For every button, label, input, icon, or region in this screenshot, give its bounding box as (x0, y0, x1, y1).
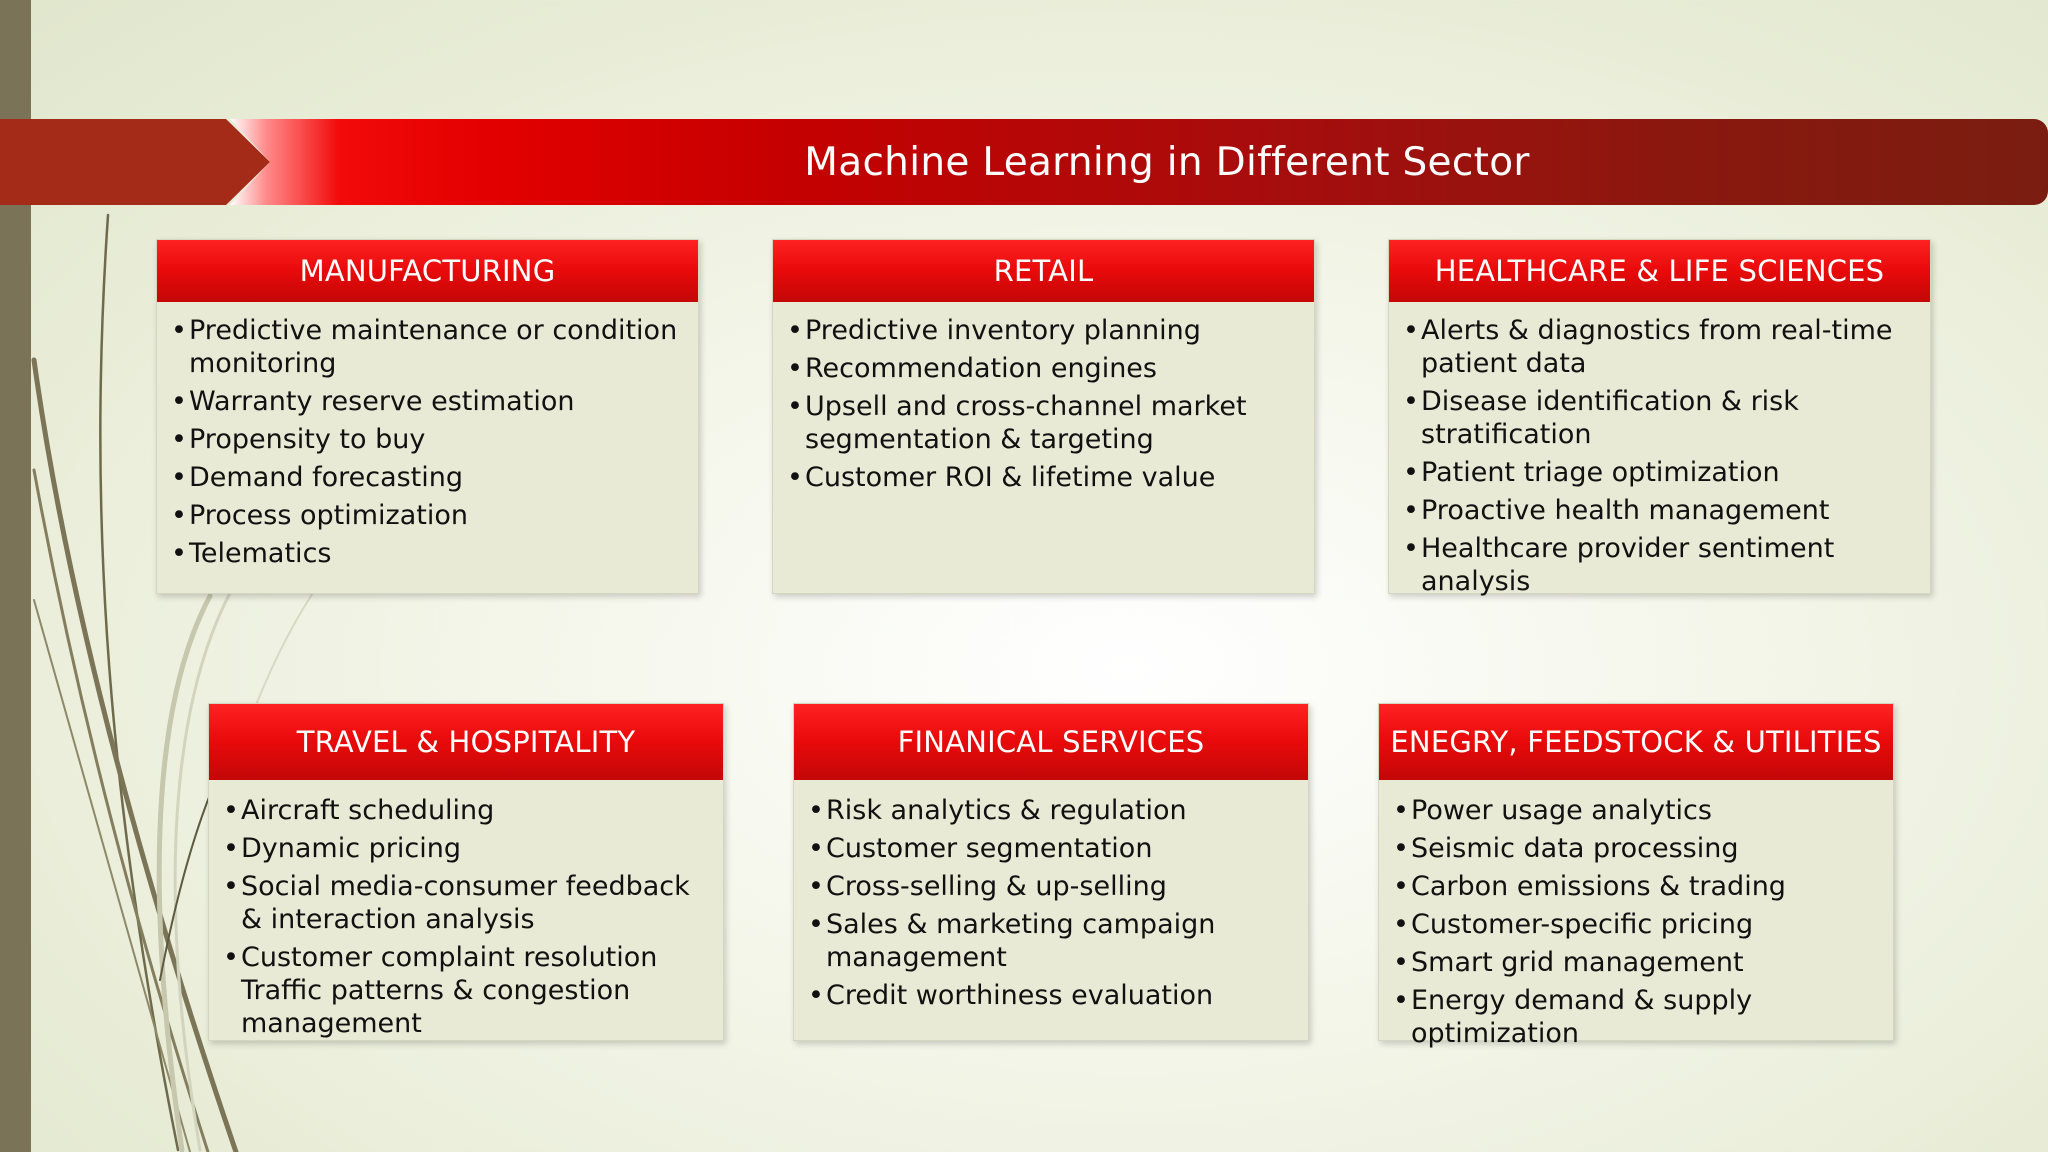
list-item: • Customer complaint resolution Traffic patterns & congestion management (223, 941, 709, 1040)
list-item: • Disease identification & risk stratification (1403, 385, 1916, 451)
list-item: • Customer-specific pricing (1393, 908, 1879, 941)
sector-heading: ENEGRY, FEEDSTOCK & UTILITIES (1379, 704, 1893, 780)
list-item: • Predictive inventory planning (787, 314, 1300, 347)
list-item: • Social media-consumer feedback & interaction analysis (223, 870, 709, 936)
page-title: Machine Learning in Different Sector (804, 139, 1530, 185)
sector-card-energy (1378, 703, 1894, 1049)
list-item: • Smart grid management (1393, 946, 1879, 979)
sector-item-list (1389, 302, 1930, 598)
list-item: • Process optimization (171, 499, 684, 532)
sector-item-list (773, 302, 1314, 494)
sector-item-list (209, 780, 723, 1040)
list-item: • Risk analytics & regulation (808, 794, 1294, 827)
list-item: • Predictive maintenance or condition monitoring (171, 314, 684, 380)
sector-heading: TRAVEL & HOSPITALITY (209, 704, 723, 780)
sector-heading: RETAIL (773, 240, 1314, 302)
list-item: • Healthcare provider sentiment analysis (1403, 532, 1916, 598)
list-item: • Carbon emissions & trading (1393, 870, 1879, 903)
sector-item-list (794, 780, 1308, 1012)
list-item: • Demand forecasting (171, 461, 684, 494)
sector-heading: FINANICAL SERVICES (794, 704, 1308, 780)
list-item: • Credit worthiness evaluation (808, 979, 1294, 1012)
list-item: • Sales & marketing campaign management (808, 908, 1294, 974)
list-item: • Dynamic pricing (223, 832, 709, 865)
list-item: • Patient triage optimization (1403, 456, 1916, 489)
list-item: • Seismic data processing (1393, 832, 1879, 865)
sector-heading: HEALTHCARE & LIFE SCIENCES (1389, 240, 1930, 302)
list-item: • Cross-selling & up-selling (808, 870, 1294, 903)
list-item: • Customer ROI & lifetime value (787, 461, 1300, 494)
list-item: • Energy demand & supply optimization (1393, 984, 1879, 1050)
list-item: • Upsell and cross-channel market segmentation & targeting (787, 390, 1300, 456)
sector-card-retail (772, 239, 1315, 594)
list-item: • Telematics (171, 537, 684, 570)
list-item: • Propensity to buy (171, 423, 684, 456)
sector-card-financial (793, 703, 1309, 1041)
list-item: • Proactive health management (1403, 494, 1916, 527)
list-item: • Recommendation engines (787, 352, 1300, 385)
sector-heading: MANUFACTURING (157, 240, 698, 302)
list-item: • Aircraft scheduling (223, 794, 709, 827)
sector-card-manufacturing (156, 239, 699, 594)
sector-item-list (157, 302, 698, 570)
sector-card-travel (208, 703, 724, 1041)
list-item: • Power usage analytics (1393, 794, 1879, 827)
title-banner (0, 119, 2048, 205)
list-item: • Alerts & diagnostics from real-time patient data (1403, 314, 1916, 380)
sector-card-healthcare (1388, 239, 1931, 597)
list-item: • Customer segmentation (808, 832, 1294, 865)
list-item: • Warranty reserve estimation (171, 385, 684, 418)
sector-item-list (1379, 780, 1893, 1050)
